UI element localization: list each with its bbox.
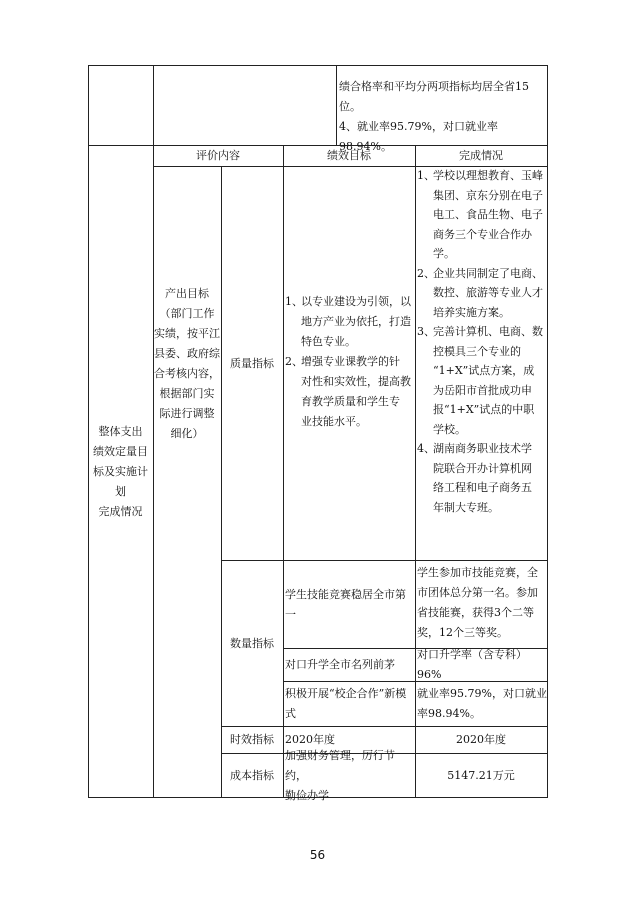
cost-goal: 加强财务管理，厉行节约， 勤俭办学 [285, 748, 395, 802]
quantity-row-1-result: 学生参加市技能竞赛，全 市团体总分第一名。参加 省技能赛，获得3个二等 奖，12个三等奖。 [417, 566, 538, 639]
header-completion: 完成情况 [459, 149, 503, 162]
top-row-line-1: 绩合格率和平均分两项指标均居全省15位。 [339, 80, 529, 113]
quality-goals [285, 292, 413, 432]
section-label-line-2: 绩效定量目 [93, 444, 148, 458]
output-target-line-6: 根据部门实 [159, 386, 215, 400]
quantity-row-1-goal: 学生技能竞赛稳居全市第 一 [285, 587, 406, 621]
section-label-line-5: 完成情况 [98, 504, 143, 518]
quality-results [417, 166, 547, 517]
timeliness-goal: 2020年度 [285, 733, 335, 746]
output-target-line-1: 产出目标 [165, 286, 209, 300]
col-divider-top-336 [336, 65, 337, 145]
output-target-line-3: 实绩，按平江 [154, 326, 220, 340]
quantity-row-2-result: 对口升学率（含专科）96% [417, 648, 527, 681]
timeliness-result: 2020年度 [456, 733, 506, 746]
timeliness-label: 时效指标 [230, 733, 274, 746]
col-divider-415 [415, 166, 416, 798]
cost-label: 成本指标 [230, 768, 274, 782]
section-label-line-3: 标及实施计 [93, 464, 148, 478]
section-label [88, 146, 153, 797]
top-row-text [339, 77, 547, 157]
quality-result-1: 1、 学校以理想教育、玉峰 集团、京东分别在电子 电工、食品生物、电子 商务三个专业合作办 学。 [417, 169, 543, 260]
output-target-line-8: 细化） [170, 426, 204, 440]
quantity-row-3-goal: 积极开展“校企合作”新模 式 [285, 687, 407, 720]
output-target-line-2: （部门工作 [159, 306, 215, 320]
quality-label: 质量指标 [230, 356, 274, 370]
output-target-line-5: 合考核内容， [154, 366, 220, 380]
section-label-line-4: 划 [115, 484, 126, 498]
quantity-row-2-goal: 对口升学全市名列前茅 [285, 658, 395, 671]
output-target-line-7: 际进行调整 [159, 406, 215, 420]
quantity-row-3-result: 就业率95.79%，对口就业 率98.94%。 [417, 687, 547, 720]
quality-result-3: 3、 完善计算机、电商、数 控模具三个专业的 “1+X”试点方案，成 为岳阳市首批成功申 报“1+X”试点的中职 学校。 [417, 325, 543, 436]
quantity-label: 数量指标 [230, 636, 274, 650]
quality-goal-1: 1、 以专业建设为引领，以 地方产业为依托，打造 特色专业。 [285, 295, 411, 348]
header-evaluation-content: 评价内容 [196, 149, 240, 162]
quality-goal-2: 2、 增强专业课教学的针 对性和实效性，提高教 育教学质量和学生专 业技能水平。 [285, 355, 411, 428]
output-target [153, 167, 221, 560]
section-label-line-1: 整体支出 [98, 424, 143, 438]
top-row-line-2: 4、就业率95.79%，对口就业率98.94%。 [339, 120, 498, 153]
col-divider-283 [283, 166, 284, 798]
table-border-top [88, 65, 548, 66]
quality-result-4: 4、 湖南商务职业技术学 院联合开办计算机网 络工程和电子商务五 年制大专班。 [417, 442, 532, 514]
output-target-line-4: 县委、政府综 [154, 346, 220, 360]
cost-result: 5147.21万元 [447, 768, 515, 782]
header-performance-goal: 绩效目标 [327, 149, 371, 162]
quality-result-2: 2、 企业共同制定了电商、 数控、旅游等专业人才 培养实施方案。 [417, 266, 543, 319]
page-number: 56 [309, 848, 326, 862]
